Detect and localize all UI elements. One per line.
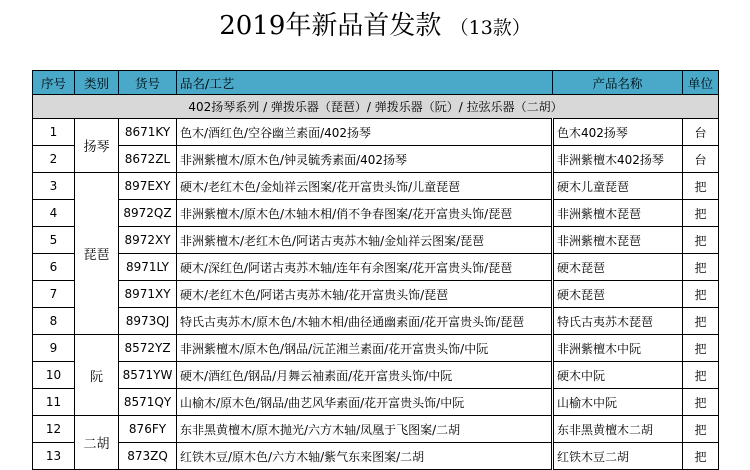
category-ruan: 阮 [75, 335, 119, 416]
category-erhu: 二胡 [75, 416, 119, 470]
table-row [33, 308, 719, 335]
row-code: 8671KY [119, 119, 177, 146]
title-main: 2019年新品首发款 [219, 11, 442, 41]
row-code: 876FY [119, 416, 177, 443]
row-desc: 硬木/酒红色/钢品/月舞云袖素面/花开富贵头饰/中阮 [177, 362, 553, 389]
row-unit: 把 [683, 416, 719, 443]
category-pipa: 琵琶 [75, 173, 119, 335]
row-no: 5 [33, 227, 75, 254]
row-desc: 山榆木/原木色/钢品/曲艺风华素面/花开富贵头饰/中阮 [177, 389, 553, 416]
table-row [33, 362, 719, 389]
table-row [33, 173, 719, 200]
row-code: 8572YZ [119, 335, 177, 362]
row-code: 8971LY [119, 254, 177, 281]
row-product: 硬木儿童琵琶 [553, 173, 683, 200]
row-no: 8 [33, 308, 75, 335]
row-product: 硬木琵琶 [553, 281, 683, 308]
table-row [33, 281, 719, 308]
row-desc: 非洲紫檀木/原木色/木轴木相/俏不争春图案/花开富贵头饰/琵琶 [177, 200, 553, 227]
row-code: 8972QZ [119, 200, 177, 227]
row-unit: 把 [683, 335, 719, 362]
title-count: （13款） [449, 17, 531, 39]
row-product: 红铁木豆二胡 [553, 443, 683, 470]
row-no: 3 [33, 173, 75, 200]
table-row [33, 227, 719, 254]
row-product: 非洲紫檀木中阮 [553, 335, 683, 362]
row-product: 非洲紫檀木402扬琴 [553, 146, 683, 173]
row-code: 8973QJ [119, 308, 177, 335]
row-no: 4 [33, 200, 75, 227]
row-code: 8672ZL [119, 146, 177, 173]
row-no: 1 [33, 119, 75, 146]
row-code: 8971XY [119, 281, 177, 308]
row-product: 硬木琵琶 [553, 254, 683, 281]
col-header-unit: 单位 [683, 71, 719, 95]
row-desc: 非洲紫檀木/原木色/钢品/沅芷湘兰素面/花开富贵头饰/中阮 [177, 335, 553, 362]
row-product: 色木402扬琴 [553, 119, 683, 146]
row-product: 山榆木中阮 [553, 389, 683, 416]
row-desc: 特氏古夷苏木/原木色/木轴木相/曲径通幽素面/花开富贵头饰/琵琶 [177, 308, 553, 335]
row-desc: 非洲紫檀木/老红木色/阿诺古夷苏木轴/金灿祥云图案/琵琶 [177, 227, 553, 254]
category-yangqin: 扬琴 [75, 119, 119, 173]
header-row [33, 71, 719, 95]
row-unit: 把 [683, 308, 719, 335]
table-row [33, 335, 719, 362]
row-no: 13 [33, 443, 75, 470]
table-row [33, 416, 719, 443]
row-product: 硬木中阮 [553, 362, 683, 389]
row-no: 2 [33, 146, 75, 173]
table-row [33, 443, 719, 470]
table-row [33, 389, 719, 416]
row-desc: 东非黑黄檀木/原木抛光/六方木轴/凤凰于飞图案/二胡 [177, 416, 553, 443]
col-header-product: 产品名称 [553, 71, 683, 95]
row-no: 7 [33, 281, 75, 308]
row-unit: 把 [683, 227, 719, 254]
section-row [33, 95, 719, 119]
row-unit: 把 [683, 281, 719, 308]
row-product: 东非黑黄檀木二胡 [553, 416, 683, 443]
product-table [32, 70, 719, 470]
col-header-code: 货号 [119, 71, 177, 95]
row-no: 9 [33, 335, 75, 362]
row-unit: 台 [683, 119, 719, 146]
row-no: 11 [33, 389, 75, 416]
row-desc: 色木/酒红色/空谷幽兰素面/402扬琴 [177, 119, 553, 146]
table-row [33, 254, 719, 281]
row-no: 10 [33, 362, 75, 389]
row-unit: 把 [683, 173, 719, 200]
row-unit: 把 [683, 389, 719, 416]
table-row [33, 146, 719, 173]
row-product: 非洲紫檀木琵琶 [553, 227, 683, 254]
row-desc: 红铁木豆/原木色/六方木轴/紫气东来图案/二胡 [177, 443, 553, 470]
col-header-desc: 品名/工艺 [177, 71, 553, 95]
col-header-category: 类别 [75, 71, 119, 95]
row-desc: 硬木/老红木色/金灿祥云图案/花开富贵头饰/儿童琵琶 [177, 173, 553, 200]
row-code: 873ZQ [119, 443, 177, 470]
row-code: 8571YW [119, 362, 177, 389]
row-desc: 硬木/深红色/阿诺古夷苏木轴/连年有余图案/花开富贵头饰/琵琶 [177, 254, 553, 281]
row-code: 897EXY [119, 173, 177, 200]
table-row [33, 200, 719, 227]
section-label: 402扬琴系列 / 弹拨乐器（琵琶）/ 弹拨乐器（阮）/ 拉弦乐器（二胡） [33, 95, 719, 119]
row-code: 8571QY [119, 389, 177, 416]
row-unit: 把 [683, 254, 719, 281]
row-no: 12 [33, 416, 75, 443]
row-unit: 把 [683, 200, 719, 227]
row-unit: 把 [683, 443, 719, 470]
col-header-no: 序号 [33, 71, 75, 95]
row-no: 6 [33, 254, 75, 281]
row-code: 8972XY [119, 227, 177, 254]
page-title [0, 6, 750, 48]
row-desc: 非洲紫檀木/原木色/钟灵毓秀素面/402扬琴 [177, 146, 553, 173]
table-row [33, 119, 719, 146]
row-unit: 把 [683, 362, 719, 389]
row-unit: 台 [683, 146, 719, 173]
row-product: 特氏古夷苏木琵琶 [553, 308, 683, 335]
row-product: 非洲紫檀木琵琶 [553, 200, 683, 227]
row-desc: 硬木/老红木色/阿诺古夷苏木轴/花开富贵头饰/琵琶 [177, 281, 553, 308]
